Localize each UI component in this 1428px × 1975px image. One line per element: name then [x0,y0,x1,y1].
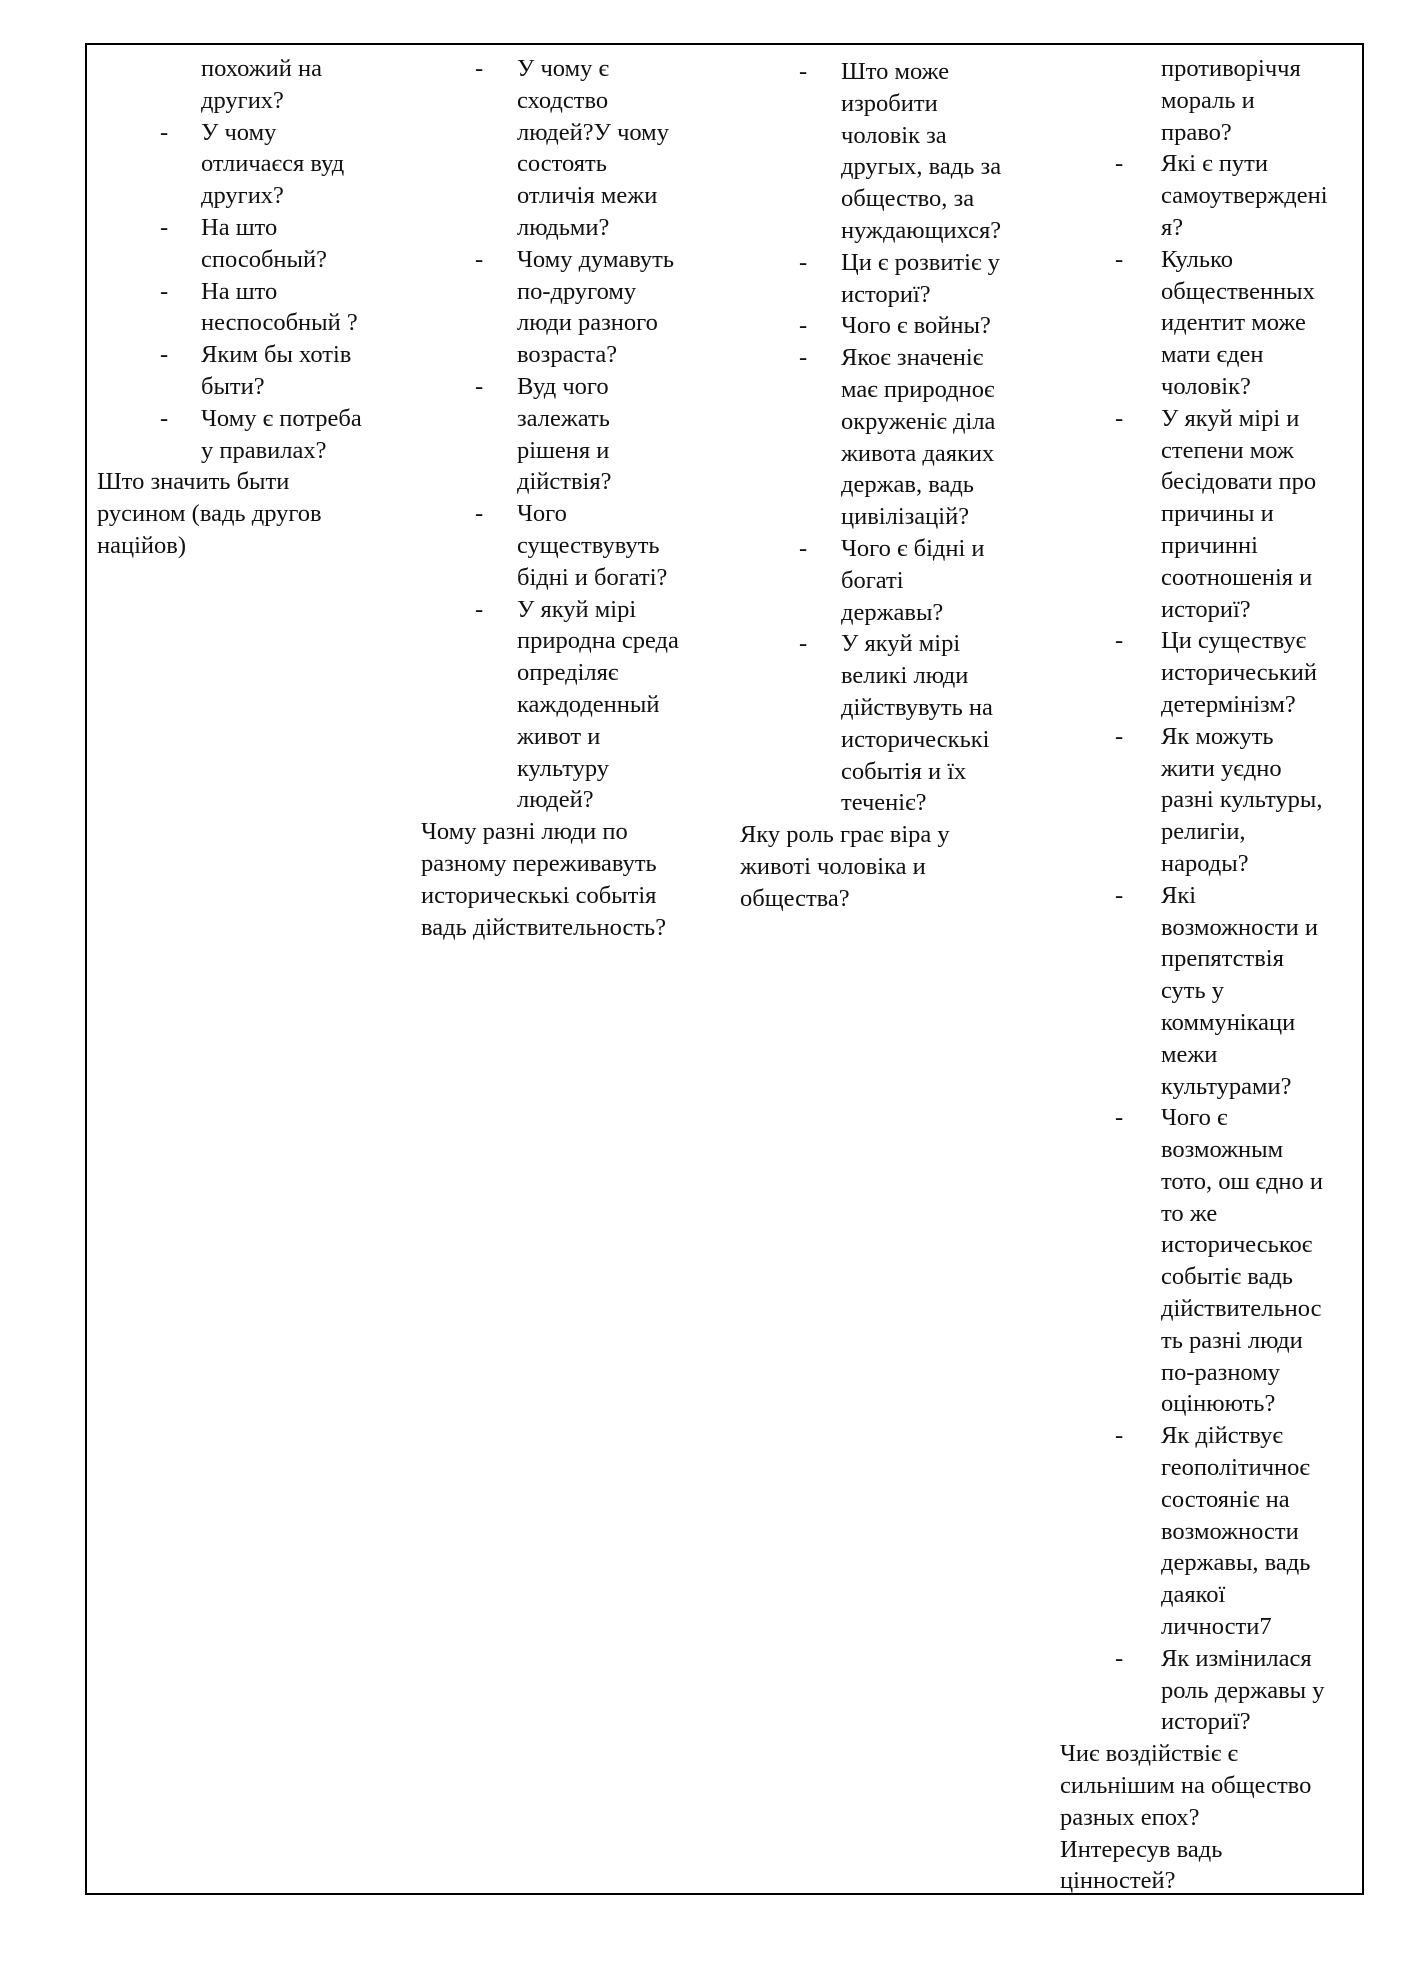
table-cell-frame [85,43,1364,1895]
text-line: великі люди [841,662,969,690]
text-line: Ци существує [1161,627,1307,655]
text-line: другых, вадь за [841,153,1002,181]
text-line: Як можуть [1161,722,1274,750]
dash-bullet: - [160,213,169,241]
text-line: держав, вадь [841,471,974,499]
text-line: историческькі [841,725,990,753]
text-line: сходство [517,86,609,114]
text-line: возможности [1161,1517,1299,1545]
closing-question [740,819,1040,914]
dash-bullet: - [160,118,169,146]
text-line: степени мож [1161,436,1294,464]
text-line: чоловік? [1161,372,1251,400]
text-line: каждоденный [517,690,660,718]
closing-question [1060,1738,1360,1897]
text-line: державы, вадь [1161,1549,1311,1577]
text-line: историї? [841,280,931,308]
text-line: У якуй мірі и [1161,404,1300,432]
text-line: детермінізм? [1161,690,1296,718]
text-line: причины и [1161,500,1274,528]
text-line: наційов) [97,531,186,559]
text-line: нуждающихся? [841,216,1002,244]
list-item [740,310,1040,342]
text-line: возраста? [517,341,618,369]
list-item [1060,1102,1360,1420]
text-line: историї? [1161,595,1251,623]
text-line: живот и [517,722,601,750]
list-item [1060,1643,1360,1738]
text-line: право? [1161,118,1232,146]
list-item [1060,148,1360,243]
text-line: культурами? [1161,1072,1292,1100]
text-line: других? [201,182,284,210]
text-line: межи [1161,1040,1218,1068]
list-item [97,276,397,340]
text-line: существувуть [517,531,660,559]
text-line: Вуд чого [517,372,609,400]
text-line: коммунікаци [1161,1008,1296,1036]
dash-bullet: - [799,58,808,85]
text-line: разному переживавуть [421,849,657,877]
text-line: животі чоловіка и [740,852,926,880]
text-line: событія и їх [841,757,967,785]
text-line: то же [1161,1199,1218,1227]
dash-bullet: - [799,248,808,276]
text-line: живота даяких [841,439,995,467]
dash-bullet: - [1115,627,1124,655]
text-line: На што [201,277,278,305]
text-line: общество, за [841,185,975,213]
text-line: сильнішим на общество [1060,1772,1312,1800]
text-line: дійствія? [517,468,612,496]
text-line: ть разні люди [1161,1326,1303,1354]
dash-bullet: - [475,500,484,528]
text-line: жити уєдно [1161,754,1282,782]
text-line: цивілізацій? [841,503,970,531]
text-line: неспособный ? [201,309,358,337]
dash-bullet: - [1115,881,1124,909]
text-line: разных епох? [1060,1803,1200,1831]
text-line: Што значить быти [97,468,290,496]
text-line: Як дійствує [1161,1422,1283,1450]
text-line: У чому є [517,55,609,82]
text-line: богаті [841,566,904,594]
list-item [421,594,721,817]
text-line: має природноє [841,375,995,403]
column-2 [421,53,721,943]
text-line: теченіє? [841,789,927,817]
text-line: цінностей? [1060,1867,1176,1895]
question-list [421,53,721,816]
text-line: людьми? [517,213,610,241]
list-item [1060,1420,1360,1643]
text-line: людей? [517,786,594,814]
text-line: Чого [517,500,567,528]
list-item [740,247,1040,311]
dash-bullet: - [475,55,484,82]
lead-continuation [97,53,397,117]
text-line: общественных [1161,277,1315,305]
text-line: я? [1161,213,1184,241]
dash-bullet: - [799,630,808,658]
list-item [1060,880,1360,1103]
text-line: Чого є бідні и [841,534,985,562]
dash-bullet: - [475,372,484,400]
text-line: по-разному [1161,1358,1280,1386]
dash-bullet: - [475,595,484,623]
text-line: событіє вадь [1161,1263,1293,1291]
text-line: состояніє на [1161,1485,1290,1513]
dash-bullet: - [160,341,169,369]
closing-question [421,816,721,943]
text-line: отличаєся вуд [201,150,345,178]
list-item [97,212,397,276]
text-line: Чому разні люди по [421,818,628,846]
text-line: бідні и богаті? [517,563,668,591]
text-line: залежать [517,404,610,432]
text-line: изробити [841,89,938,117]
text-line: геополітичноє [1161,1454,1310,1482]
list-item [97,117,397,212]
text-line: Як измінилася [1161,1644,1312,1672]
lead-continuation [1060,53,1360,148]
text-line: других? [201,86,284,114]
text-line: Чого є [1161,1104,1228,1132]
text-line: способный? [201,245,327,273]
dash-bullet: - [799,344,808,372]
text-line: даякої [1161,1581,1226,1609]
text-line: опреділяє [517,659,619,687]
text-line: мати єден [1161,341,1264,369]
text-line: Якоє значеніє [841,344,984,372]
text-line: державы? [841,598,944,626]
text-line: народы? [1161,849,1249,877]
dash-bullet: - [1115,245,1124,273]
list-item [421,371,721,498]
text-line: Які [1161,881,1197,909]
text-line: рішеня и [517,436,610,464]
list-item [740,533,1040,628]
text-line: На што [201,213,278,241]
text-line: возможности и [1161,913,1318,941]
text-line: бесідовати про [1161,468,1317,496]
text-line: Кулько [1161,245,1233,273]
text-line: по-другому [517,277,637,305]
text-line: Чого є войны? [841,312,991,340]
text-line: русином (вадь другов [97,500,322,528]
list-item [740,628,1040,819]
text-line: у правилах? [201,436,327,464]
text-line: Чому є потреба [201,404,362,432]
text-line: Яким бы хотів [201,341,352,369]
dash-bullet: - [799,534,808,562]
text-line: Чому думавуть [517,245,675,273]
text-line: окруженіє діла [841,407,996,435]
text-line: историчеськоє [1161,1231,1313,1259]
text-line: похожий на [201,55,322,82]
text-line: самоутвержденi [1161,182,1328,210]
dash-bullet: - [475,245,484,273]
text-line: противоріччя [1161,55,1301,82]
text-line: историческькі событія [421,881,657,909]
dash-bullet: - [160,404,169,432]
dash-bullet: - [1115,722,1124,750]
text-line: религіи, [1161,818,1246,846]
text-line: У чому [201,118,277,146]
list-item [421,244,721,371]
text-line: тото, ош єдно и [1161,1167,1324,1195]
dash-bullet: - [160,277,169,305]
text-line: люди разного [517,309,658,337]
text-line: общества? [740,884,850,912]
text-line: мораль и [1161,86,1255,114]
list-item [740,56,1040,247]
dash-bullet: - [1115,1104,1124,1132]
text-line: возможным [1161,1136,1284,1164]
dash-bullet: - [1115,150,1124,178]
text-line: Ци є розвитіє у [841,248,1000,276]
text-line: чоловік за [841,121,947,149]
list-item [1060,721,1360,880]
question-list [97,117,397,467]
text-line: историї? [1161,1708,1251,1736]
dash-bullet: - [799,312,808,340]
list-item [740,342,1040,533]
list-item [421,498,721,593]
list-item [97,403,397,467]
text-line: Яку роль грає віра у [740,821,950,849]
dash-bullet: - [1115,1644,1124,1672]
text-line: состоять [517,150,607,178]
text-line: личности7 [1161,1613,1272,1641]
text-line: людей?У чому [517,118,669,146]
text-line: суть у [1161,977,1225,1005]
text-line: дійствительнос [1161,1295,1322,1323]
column-4 [1060,53,1360,1897]
text-line: Интересув вадь [1060,1835,1223,1863]
text-line: вадь дійствительность? [421,913,667,941]
text-line: разні культуры, [1161,786,1323,814]
text-line: У якуй мірі [517,595,637,623]
dash-bullet: - [1115,1422,1124,1450]
text-line: препятствія [1161,945,1284,973]
text-line: Што може [841,58,950,85]
list-item [97,339,397,403]
column-3 [740,56,1040,915]
text-line: природна среда [517,627,679,655]
text-line: Які є пути [1161,150,1268,178]
column-1 [97,53,397,562]
text-line: причинні [1161,531,1258,559]
text-line: идентит може [1161,309,1306,337]
text-line: быти? [201,372,265,400]
text-line: культуру [517,754,610,782]
text-line: У якуй мірі [841,630,961,658]
question-list [1060,148,1360,1738]
list-item [1060,403,1360,626]
text-line: Чиє воздійствіє є [1060,1740,1239,1768]
list-item [421,53,721,244]
closing-question [97,466,397,561]
dash-bullet: - [1115,404,1124,432]
text-line: роль державы у [1161,1676,1325,1704]
text-line: историчеський [1161,659,1317,687]
text-line: соотношенія и [1161,563,1313,591]
list-item [1060,625,1360,720]
list-item [1060,244,1360,403]
text-line: дійствувуть на [841,693,993,721]
question-list [740,56,1040,819]
text-line: оцінюють? [1161,1390,1276,1418]
text-line: отличія межи [517,182,658,210]
